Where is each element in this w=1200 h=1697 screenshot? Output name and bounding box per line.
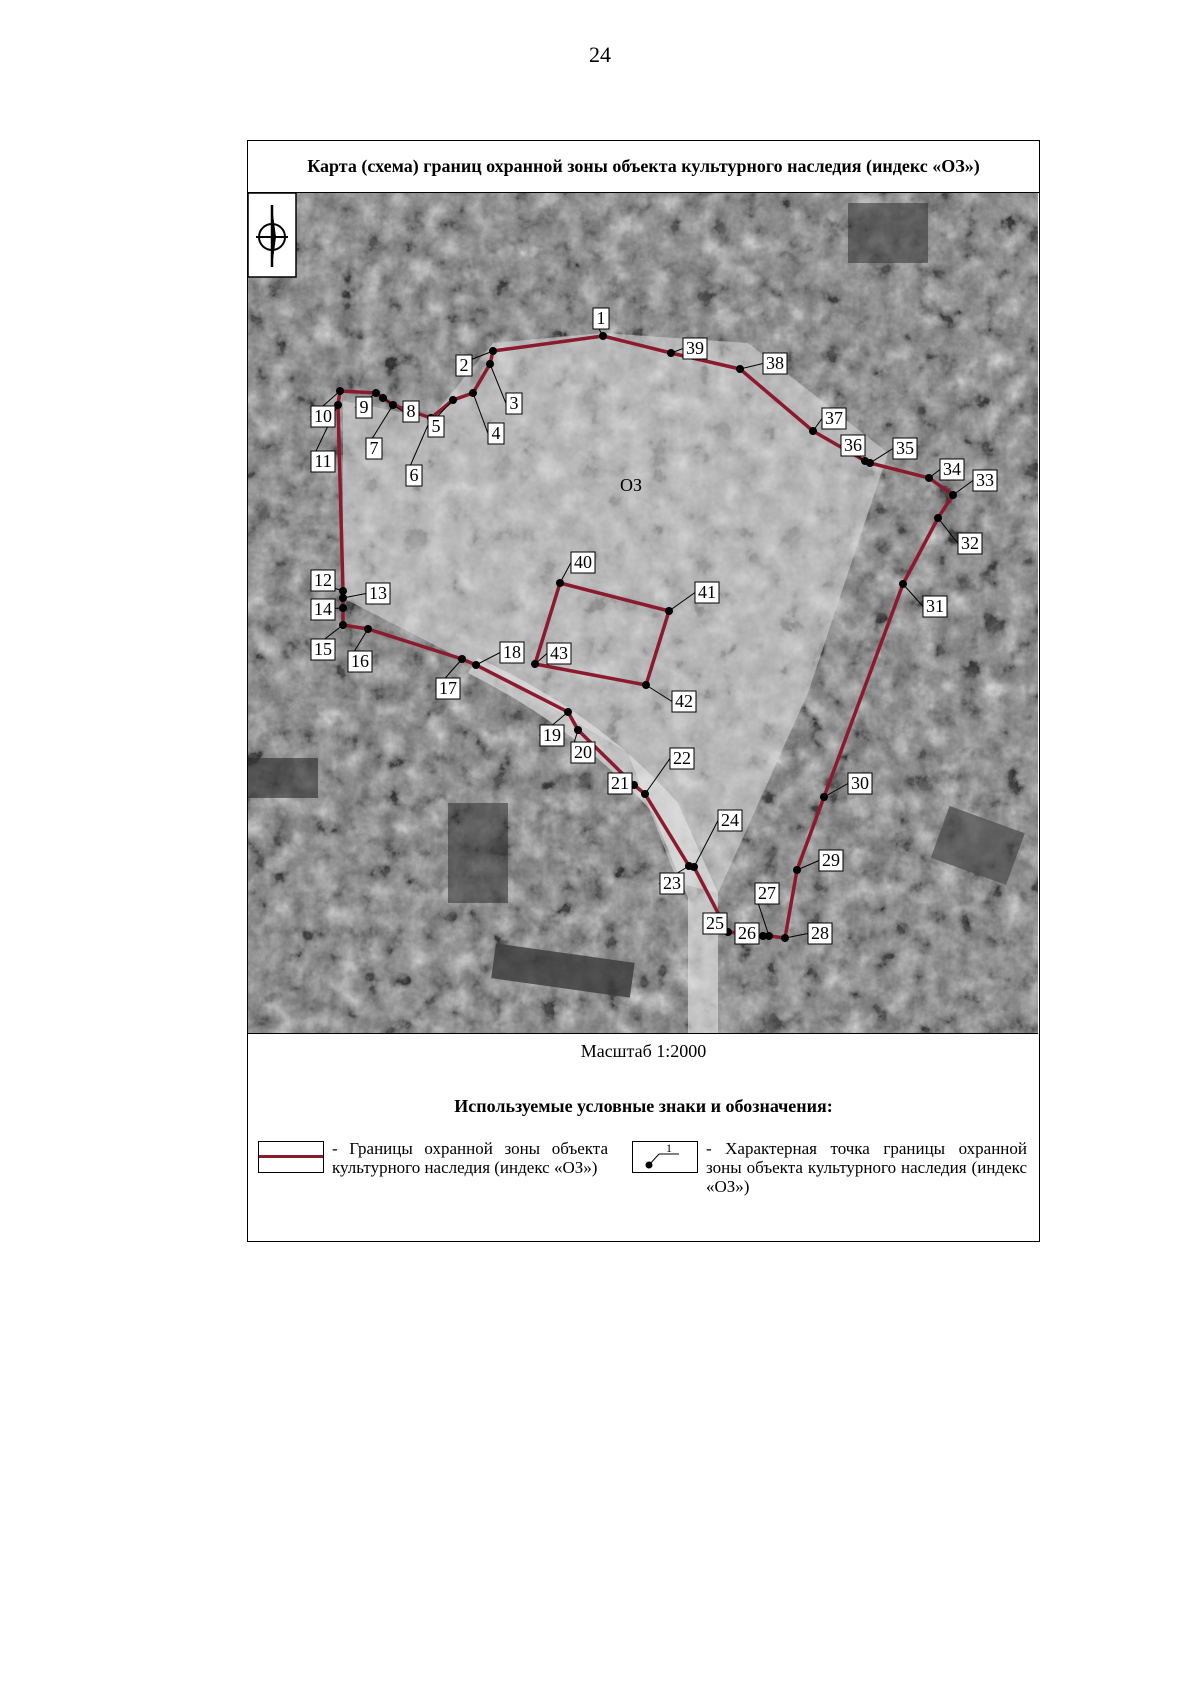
boundary-point-2[interactable] — [489, 347, 497, 355]
point-label-39 — [683, 338, 707, 359]
svg-text:36: 36 — [844, 435, 862, 455]
boundary-point-35[interactable] — [866, 459, 874, 467]
boundary-point-26[interactable] — [759, 932, 767, 940]
point-label-37 — [822, 408, 846, 429]
svg-text:28: 28 — [811, 923, 829, 943]
svg-text:2: 2 — [459, 355, 469, 375]
boundary-point-33[interactable] — [949, 491, 957, 499]
point-label-30 — [848, 773, 872, 794]
svg-text:16: 16 — [351, 651, 369, 671]
map-title: Карта (схема) границ охранной зоны объекта культурного наследия (индекс «ОЗ») — [248, 141, 1039, 193]
point-label-9 — [356, 397, 372, 418]
svg-text:33: 33 — [976, 470, 994, 490]
zone-label-oz: ОЗ — [619, 475, 643, 495]
svg-text:35: 35 — [896, 438, 914, 458]
point-label-14 — [311, 599, 335, 620]
point-label-18 — [500, 642, 524, 663]
map-scale: Масштаб 1:2000 — [580, 1041, 707, 1061]
svg-text:27: 27 — [758, 883, 776, 903]
aerial-map[interactable] — [248, 193, 1038, 1034]
north-arrow-icon — [248, 193, 296, 277]
point-label-25 — [703, 913, 727, 934]
svg-text:31: 31 — [926, 596, 944, 616]
point-label-15 — [311, 639, 335, 660]
boundary-point-37[interactable] — [809, 427, 817, 435]
point-label-29 — [819, 850, 843, 871]
boundary-point-38[interactable] — [736, 365, 744, 373]
svg-text:6: 6 — [409, 465, 419, 485]
svg-text:26: 26 — [738, 923, 756, 943]
point-label-33 — [973, 470, 997, 491]
boundary-point-7[interactable] — [389, 401, 397, 409]
svg-text:5: 5 — [431, 416, 441, 436]
boundary-point-39[interactable] — [667, 349, 675, 357]
point-label-40 — [571, 552, 595, 573]
svg-text:24: 24 — [721, 810, 739, 830]
point-label-12 — [311, 570, 335, 591]
svg-text:9: 9 — [359, 397, 369, 417]
point-label-4 — [488, 423, 504, 444]
boundary-point-23[interactable] — [685, 862, 693, 870]
boundary-point-40[interactable] — [556, 579, 564, 587]
svg-text:14: 14 — [314, 599, 332, 619]
boundary-point-16[interactable] — [364, 625, 372, 633]
boundary-point-31[interactable] — [899, 580, 907, 588]
boundary-point-14[interactable] — [339, 604, 347, 612]
svg-text:18: 18 — [503, 642, 521, 662]
point-label-6 — [406, 465, 422, 486]
boundary-point-1[interactable] — [599, 332, 607, 340]
point-label-7 — [366, 438, 382, 459]
point-label-32 — [958, 533, 982, 554]
boundary-point-15[interactable] — [339, 621, 347, 629]
svg-text:4: 4 — [491, 423, 501, 443]
point-label-36 — [841, 435, 865, 456]
svg-text:10: 10 — [314, 406, 332, 426]
legend-title: Используемые условные знаки и обозначения: — [454, 1096, 833, 1116]
point-label-35 — [893, 438, 917, 459]
point-label-22 — [670, 748, 694, 769]
point-label-2 — [456, 355, 472, 376]
svg-text:22: 22 — [673, 748, 691, 768]
boundary-point-34[interactable] — [925, 474, 933, 482]
svg-text:40: 40 — [574, 552, 592, 572]
point-label-26 — [735, 923, 759, 944]
boundary-point-10[interactable] — [336, 387, 344, 395]
svg-text:42: 42 — [675, 691, 693, 711]
point-label-11 — [311, 451, 335, 472]
svg-text:19: 19 — [543, 725, 561, 745]
point-label-5 — [428, 416, 444, 437]
point-label-3 — [506, 393, 522, 414]
legend-item-point — [632, 1139, 1027, 1196]
svg-text:25: 25 — [706, 913, 724, 933]
map-sheet — [247, 140, 1040, 1242]
svg-text:17: 17 — [439, 678, 457, 698]
point-label-21 — [608, 773, 632, 794]
point-label-8 — [403, 401, 419, 422]
boundary-point-symbol — [632, 1141, 698, 1173]
point-label-34 — [940, 459, 964, 480]
point-label-28 — [808, 923, 832, 944]
svg-text:37: 37 — [825, 408, 843, 428]
svg-text:32: 32 — [961, 533, 979, 553]
point-label-16 — [348, 651, 372, 672]
point-label-17 — [436, 678, 460, 699]
svg-text:1: 1 — [596, 308, 606, 328]
svg-text:34: 34 — [943, 459, 961, 479]
point-label-20 — [571, 742, 595, 763]
svg-text:1: 1 — [666, 1142, 672, 1155]
boundary-point-8[interactable] — [379, 394, 387, 402]
point-label-10 — [311, 406, 335, 427]
boundary-point-19[interactable] — [564, 708, 572, 716]
boundary-point-18[interactable] — [472, 661, 480, 669]
boundary-point-43[interactable] — [531, 660, 539, 668]
point-label-23 — [660, 873, 684, 894]
point-label-1 — [593, 308, 609, 329]
boundary-point-12[interactable] — [339, 587, 347, 595]
boundary-point-29[interactable] — [793, 866, 801, 874]
svg-text:13: 13 — [369, 583, 387, 603]
svg-text:39: 39 — [686, 338, 704, 358]
boundary-point-3[interactable] — [486, 360, 494, 368]
point-label-19 — [540, 725, 564, 746]
point-label-42 — [672, 691, 696, 712]
boundary-point-28[interactable] — [781, 934, 789, 942]
boundary-point-17[interactable] — [458, 655, 466, 663]
boundary-point-42[interactable] — [642, 681, 650, 689]
svg-text:7: 7 — [369, 438, 379, 458]
page-number: 24 — [589, 42, 611, 67]
point-label-27 — [755, 883, 779, 904]
legend-point-text: - Характерная точка границы охранной зоны объекта культурного наследия (индекс «ОЗ») — [706, 1139, 1027, 1196]
svg-text:43: 43 — [550, 643, 568, 663]
svg-text:11: 11 — [314, 451, 332, 471]
point-label-43 — [547, 643, 571, 664]
boundary-point-13[interactable] — [339, 594, 347, 602]
point-label-24 — [718, 810, 742, 831]
svg-text:15: 15 — [314, 639, 332, 659]
svg-text:29: 29 — [822, 850, 840, 870]
point-label-41 — [695, 582, 719, 603]
boundary-point-5[interactable] — [449, 396, 457, 404]
svg-text:8: 8 — [406, 401, 416, 421]
svg-text:20: 20 — [574, 742, 592, 762]
point-label-31 — [923, 596, 947, 617]
point-label-13 — [366, 583, 390, 604]
boundary-point-30[interactable] — [820, 793, 828, 801]
boundary-point-4[interactable] — [469, 389, 477, 397]
boundary-line-symbol — [258, 1141, 324, 1173]
boundary-point-41[interactable] — [665, 607, 673, 615]
svg-text:21: 21 — [611, 773, 629, 793]
svg-text:23: 23 — [663, 873, 681, 893]
svg-text:41: 41 — [698, 582, 716, 602]
boundary-point-22[interactable] — [641, 790, 649, 798]
svg-text:3: 3 — [509, 393, 519, 413]
boundary-point-20[interactable] — [574, 726, 582, 734]
boundary-point-9[interactable] — [372, 389, 380, 397]
point-label-38 — [763, 353, 787, 374]
svg-text:30: 30 — [851, 773, 869, 793]
legend-item-boundary — [258, 1139, 608, 1177]
legend-boundary-text: - Границы охранной зоны объекта культурного наследия (индекс «ОЗ») — [332, 1139, 608, 1177]
boundary-point-32[interactable] — [934, 514, 942, 522]
svg-text:38: 38 — [766, 353, 784, 373]
svg-text:12: 12 — [314, 570, 332, 590]
